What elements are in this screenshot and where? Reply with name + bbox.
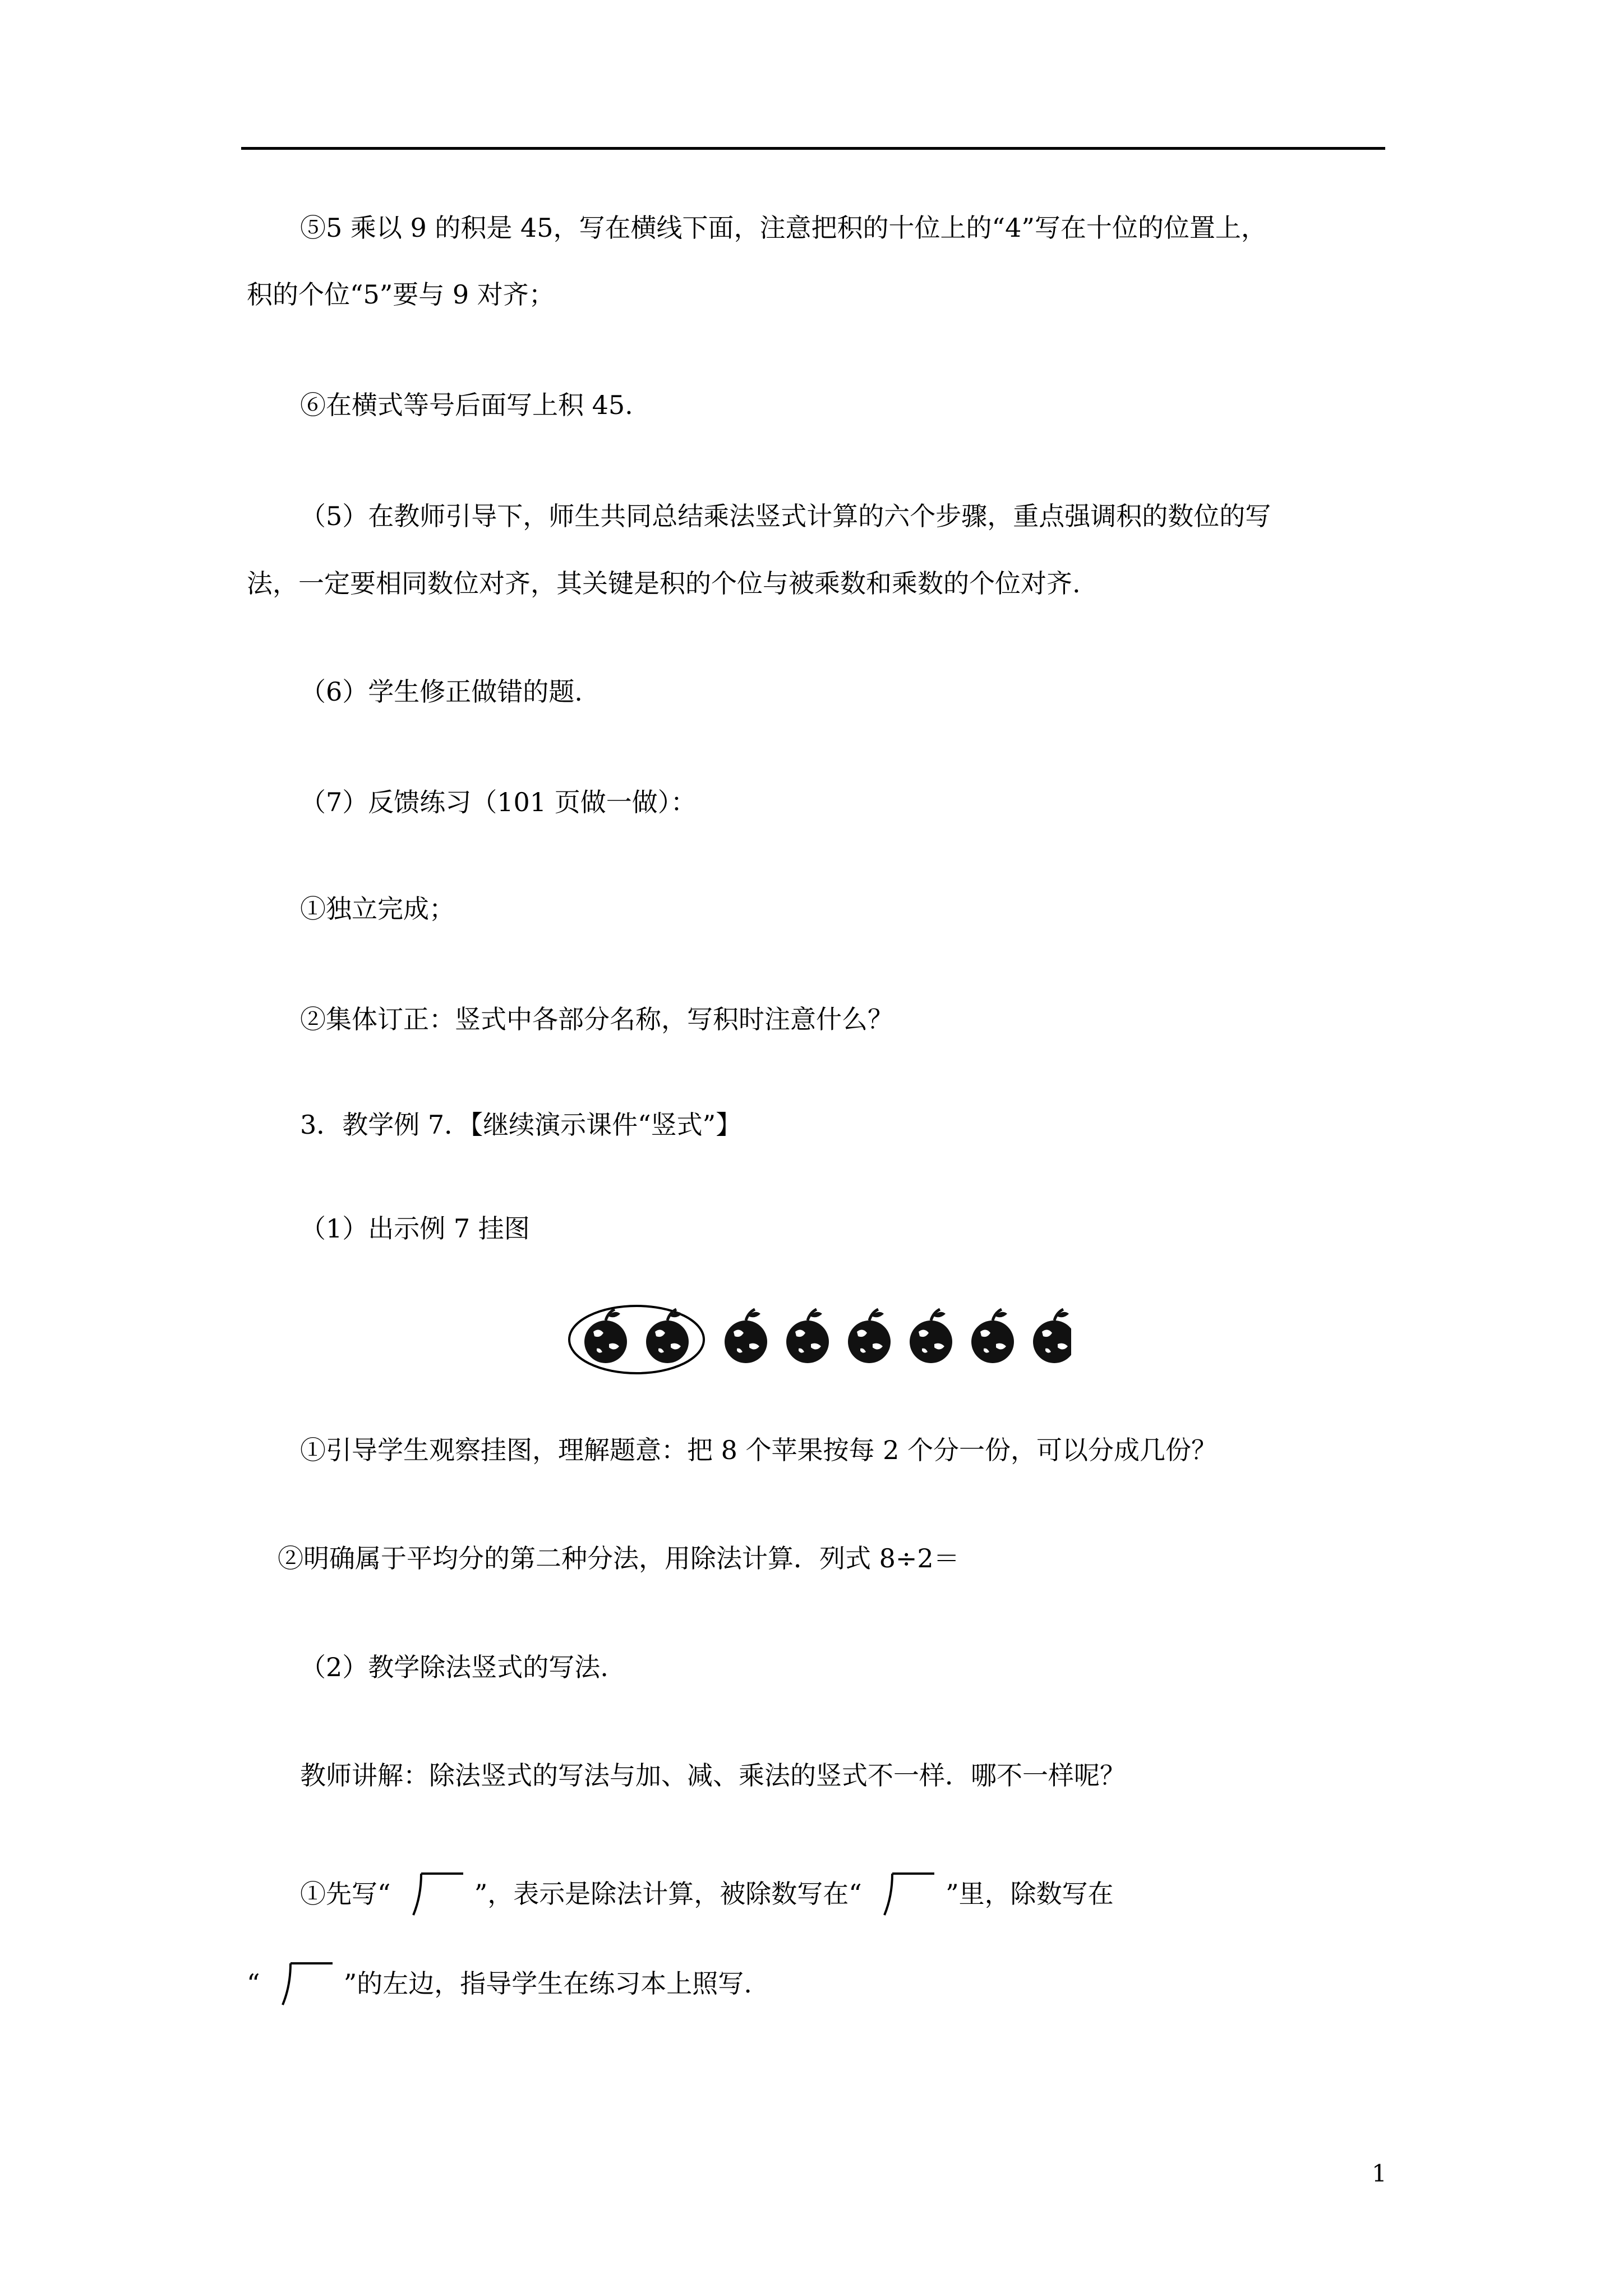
text-line-15: 教师讲解：除法竖式的写法与加、减、乘法的竖式不一样．哪不一样呢？ [300, 1760, 1126, 1791]
text-line-4: （5）在教师引导下，师生共同总结乘法竖式计算的六个步骤，重点强调积的数位的写 [300, 501, 1271, 531]
apple-icon [786, 1309, 829, 1363]
text-line-5: 法，一定要相同数位对齐，其关键是积的个位与被乘数和乘数的个位对齐. [247, 568, 1081, 599]
header-rule [241, 147, 1385, 150]
apple-icon [646, 1309, 689, 1363]
text-line-3: ⑥在横式等号后面写上积 45. [300, 390, 633, 420]
text-segment: “ [247, 1968, 260, 1999]
apples-figure [566, 1296, 1071, 1380]
division-bracket-icon [399, 1868, 466, 1918]
text-segment: ”里，除数写在 [946, 1879, 1114, 1909]
apple-icon [910, 1309, 952, 1363]
text-line-14: （2）教学除法竖式的写法. [300, 1652, 608, 1682]
apple-icon [848, 1309, 891, 1363]
text-line-13: ②明确属于平均分的第二种分法，用除法计算．列式 8÷2＝ [278, 1543, 960, 1573]
apple-icon [1033, 1309, 1071, 1363]
text-segment: ①先写“ [300, 1879, 391, 1909]
text-line-12: ①引导学生观察挂图，理解题意：把 8 个苹果按每 2 个分一份，可以分成几份？ [300, 1435, 1218, 1465]
text-line-2: 积的个位“5”要与 9 对齐； [247, 279, 555, 310]
division-bracket-icon [870, 1868, 937, 1918]
division-bracket-icon [268, 1958, 335, 2008]
text-line-17 [247, 1958, 752, 2008]
text-line-10: 3．教学例 7．【继续演示课件“竖式”】 [300, 1110, 742, 1140]
text-line-9: ②集体订正：竖式中各部分名称，写积时注意什么？ [300, 1004, 893, 1034]
text-line-11: （1）出示例 7 挂图 [300, 1213, 530, 1244]
text-segment: ”的左边，指导学生在练习本上照写. [343, 1968, 752, 1999]
text-line-6: （6）学生修正做错的题. [300, 677, 583, 707]
page-number: 1 [1372, 2160, 1387, 2187]
text-segment: ”，表示是除法计算，被除数写在“ [474, 1879, 862, 1909]
text-line-8: ①独立完成； [300, 894, 455, 924]
apple-icon [725, 1309, 767, 1363]
apple-icon [584, 1309, 627, 1363]
text-line-16 [300, 1868, 1114, 1918]
text-line-7: （7）反馈练习（101 页做一做）： [300, 787, 697, 817]
text-line-1: ⑤5 乘以 9 的积是 45，写在横线下面，注意把积的十位上的“4”写在十位的位置上， [300, 213, 1267, 243]
apple-icon [971, 1309, 1014, 1363]
